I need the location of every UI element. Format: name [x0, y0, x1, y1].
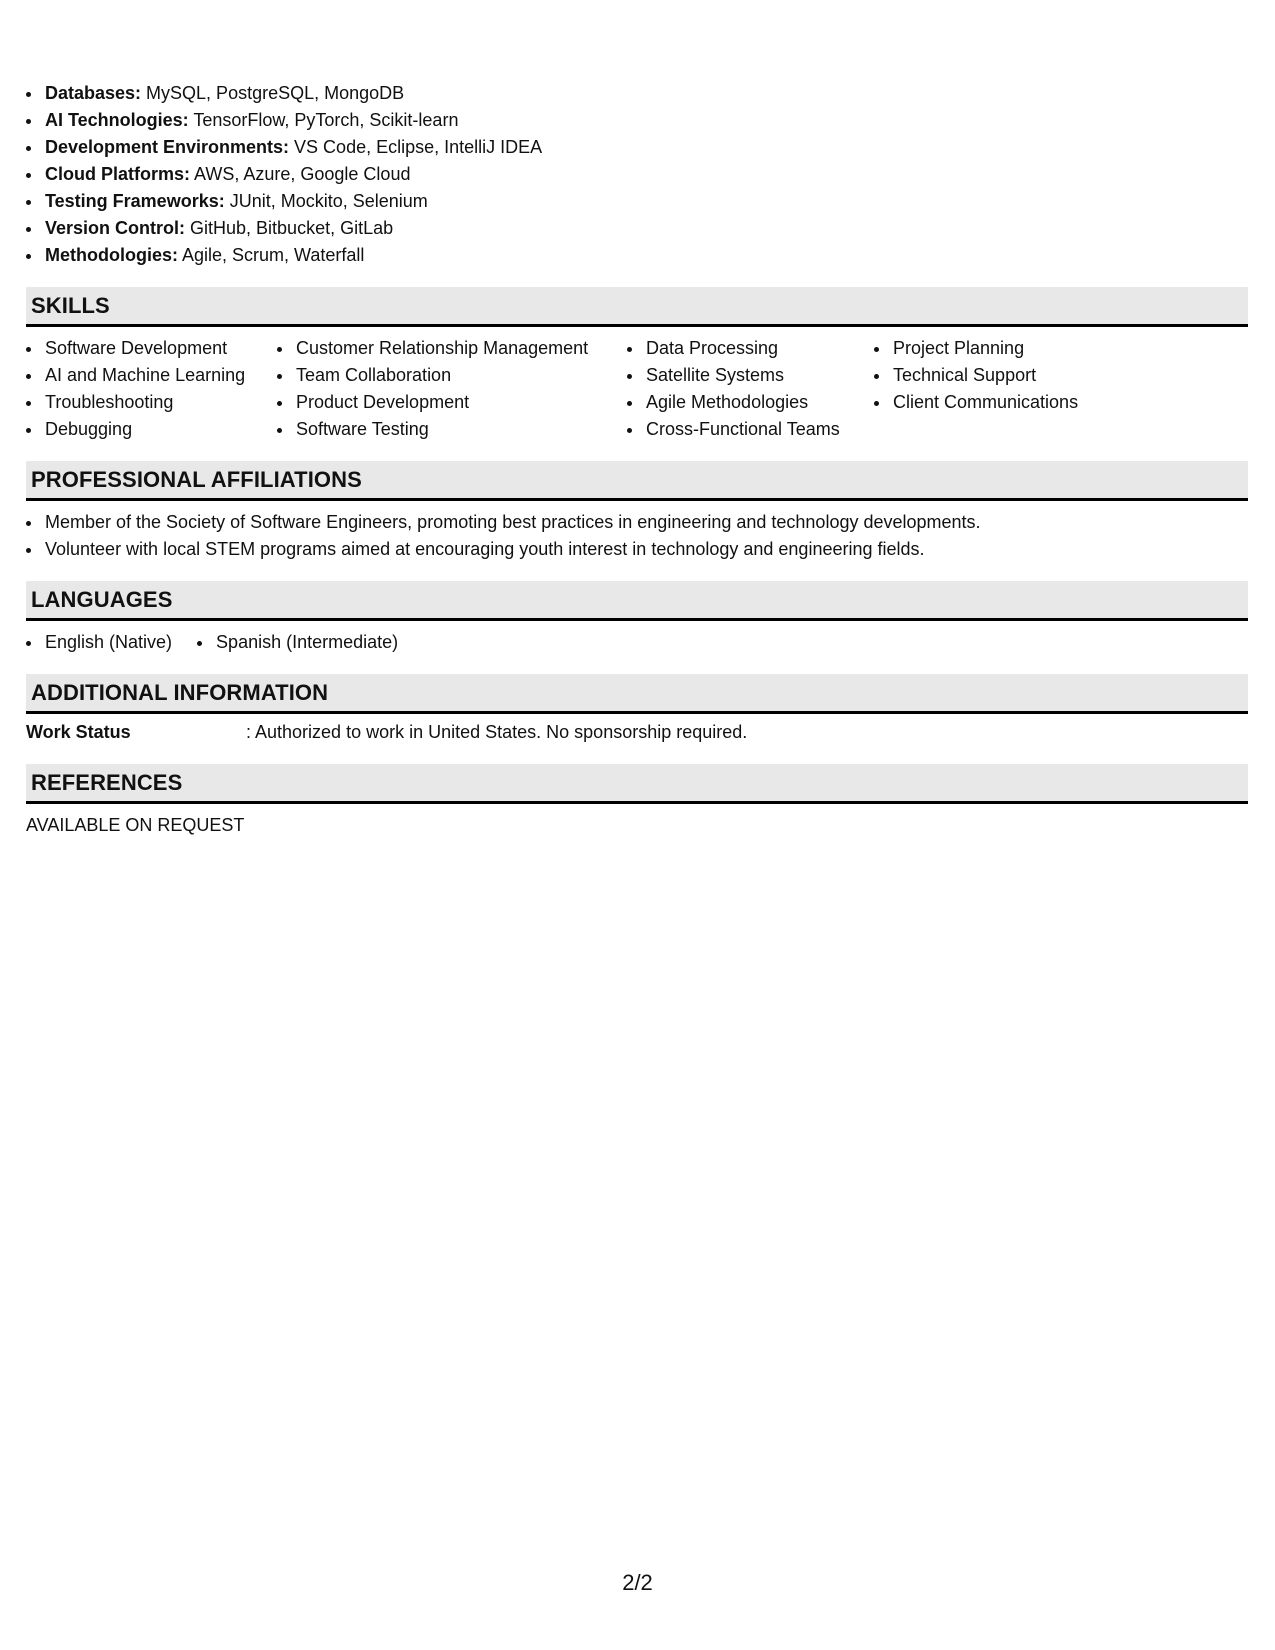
skills-heading: SKILLS	[26, 287, 1248, 327]
item-label: Testing Frameworks:	[45, 191, 225, 211]
skill-item: Software Testing	[277, 416, 627, 443]
item-label: Databases:	[45, 83, 142, 103]
item-label: Version Control:	[45, 218, 186, 238]
skill-item: Software Development	[26, 335, 277, 362]
skills-column	[277, 335, 627, 443]
affiliation-item: Member of the Society of Software Engineers, promoting best practices in engineering and technology developments.	[26, 509, 1248, 536]
list-item	[26, 242, 1248, 269]
item-value: Agile, Scrum, Waterfall	[178, 245, 365, 265]
list-item	[26, 215, 1248, 242]
item-value: JUnit, Mockito, Selenium	[224, 191, 428, 211]
item-label: Methodologies:	[45, 245, 178, 265]
skill-item: AI and Machine Learning	[26, 362, 277, 389]
resume-content	[26, 80, 1248, 839]
skill-item: Agile Methodologies	[627, 389, 874, 416]
list-item	[26, 107, 1248, 134]
skill-item: Cross-Functional Teams	[627, 416, 874, 443]
affiliations-list	[26, 509, 1248, 563]
references-text: AVAILABLE ON REQUEST	[26, 815, 245, 835]
skill-item: Product Development	[277, 389, 627, 416]
work-status-row	[26, 719, 1248, 746]
skills-column	[874, 335, 1174, 443]
item-value: VS Code, Eclipse, IntelliJ IDEA	[289, 137, 543, 157]
skills-grid	[26, 335, 1248, 443]
item-label: AI Technologies:	[45, 110, 189, 130]
affiliations-heading: PROFESSIONAL AFFILIATIONS	[26, 461, 1248, 501]
language-item: Spanish (Intermediate)	[197, 629, 398, 656]
list-item	[26, 161, 1248, 188]
item-value: GitHub, Bitbucket, GitLab	[185, 218, 394, 238]
list-item	[26, 80, 1248, 107]
page-number: 2/2	[622, 1570, 653, 1595]
languages-list	[26, 629, 1248, 656]
list-item	[26, 188, 1248, 215]
item-value: MySQL, PostgreSQL, MongoDB	[141, 83, 405, 103]
skill-item: Team Collaboration	[277, 362, 627, 389]
language-item: English (Native)	[26, 629, 172, 656]
technical-skills-list	[26, 80, 1248, 269]
skill-item: Satellite Systems	[627, 362, 874, 389]
references-heading: REFERENCES	[26, 764, 1248, 804]
list-item	[26, 134, 1248, 161]
skill-item: Troubleshooting	[26, 389, 277, 416]
work-status-label: Work Status	[26, 722, 131, 742]
skill-item: Data Processing	[627, 335, 874, 362]
skills-column	[26, 335, 277, 443]
skill-item: Project Planning	[874, 335, 1174, 362]
item-label: Cloud Platforms:	[45, 164, 191, 184]
languages-heading: LANGUAGES	[26, 581, 1248, 621]
affiliation-item: Volunteer with local STEM programs aimed at encouraging youth interest in technology and engineering fields.	[26, 536, 1248, 563]
skill-item: Client Communications	[874, 389, 1174, 416]
skill-item: Customer Relationship Management	[277, 335, 627, 362]
additional-info-heading: ADDITIONAL INFORMATION	[26, 674, 1248, 714]
skills-column	[627, 335, 874, 443]
skill-item: Debugging	[26, 416, 277, 443]
item-value: AWS, Azure, Google Cloud	[190, 164, 411, 184]
item-label: Development Environments:	[45, 137, 290, 157]
item-value: TensorFlow, PyTorch, Scikit-learn	[188, 110, 459, 130]
work-status-value: : Authorized to work in United States. No sponsorship required.	[246, 722, 748, 742]
skill-item: Technical Support	[874, 362, 1174, 389]
